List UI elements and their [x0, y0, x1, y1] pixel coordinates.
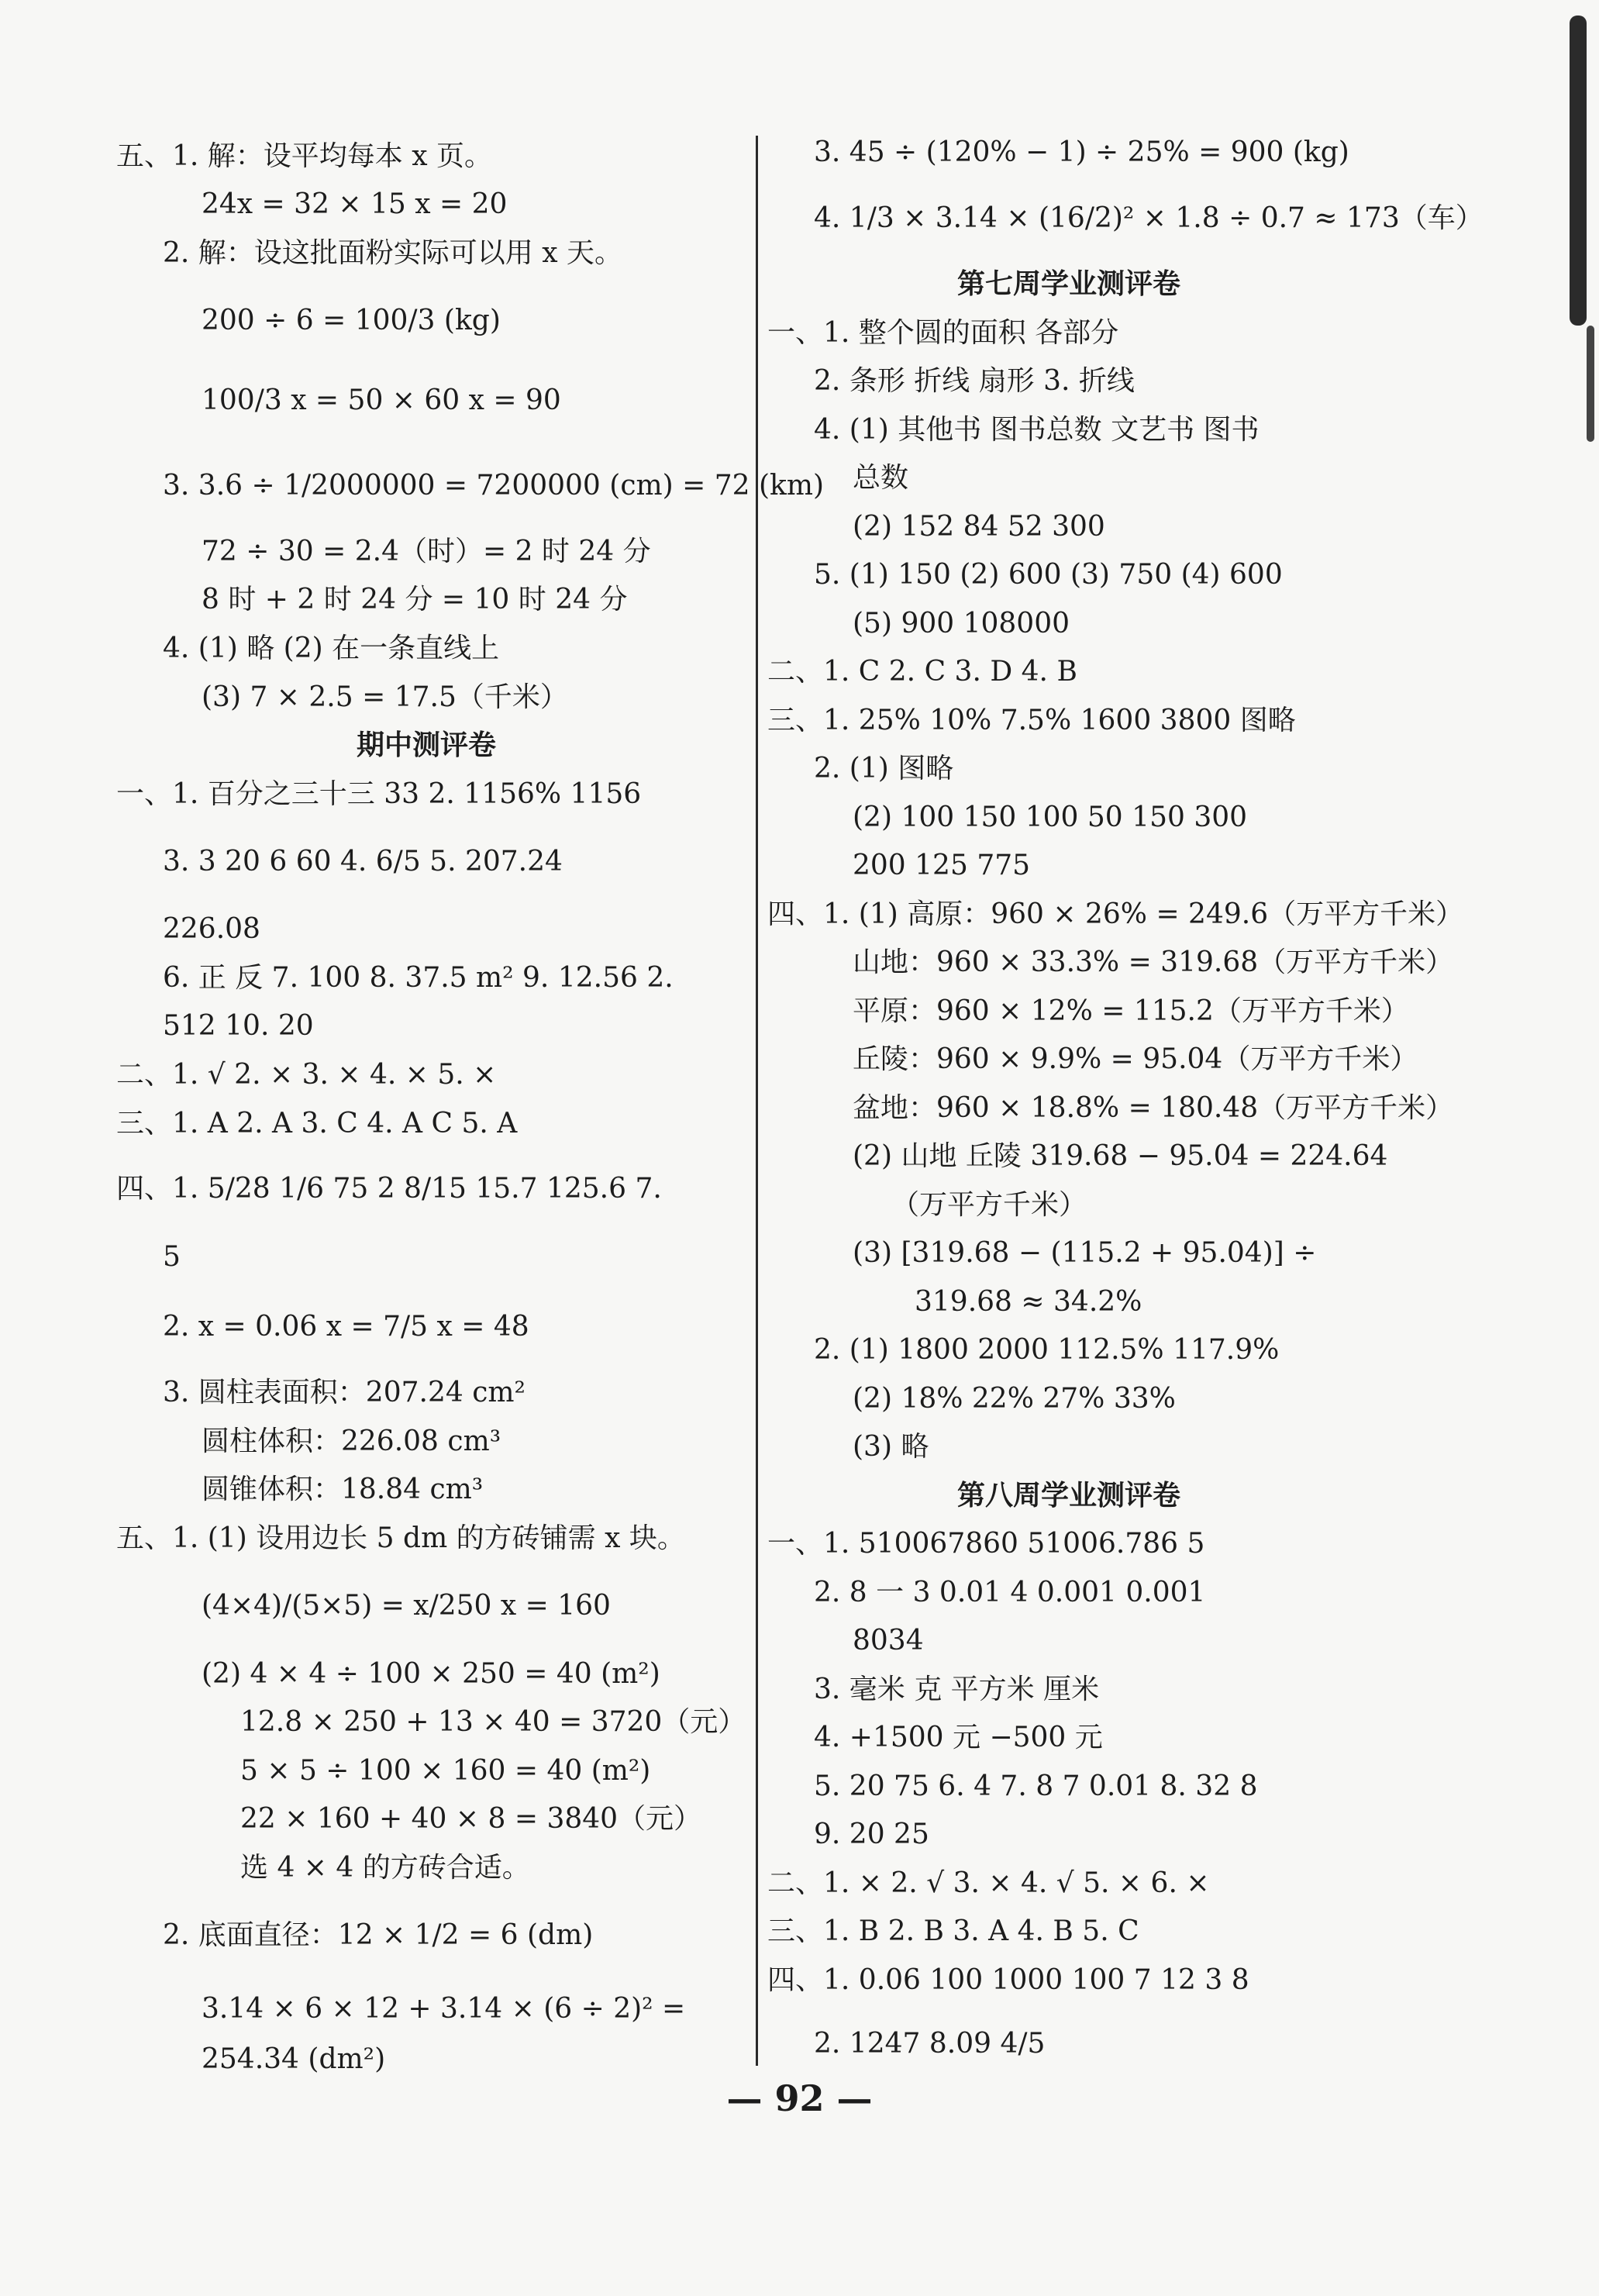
text-line: 四、1. 5/28 1/6 75 2 8/15 15.7 125.6 7. [116, 1173, 662, 1205]
text-line: 9. 20 25 [814, 1819, 929, 1850]
text-line: 4. (1) 其他书 图书总数 文艺书 图书 [814, 414, 1260, 446]
text-line: 五、1. (1) 设用边长 5 dm 的方砖铺需 x 块。 [116, 1522, 685, 1554]
text-line: 一、1. 整个圆的面积 各部分 [767, 317, 1119, 349]
text-line: 2. (1) 1800 2000 112.5% 117.9% [814, 1334, 1280, 1366]
text-line: 3. 3 20 6 60 4. 6/5 5. 207.24 [163, 846, 563, 877]
text-line: (3) 略 [853, 1431, 929, 1463]
column-divider [756, 136, 758, 2066]
text-line: 2. 解：设这批面粉实际可以用 x 天。 [163, 237, 622, 269]
text-line: 山地：960 × 33.3% = 319.68（万平方千米） [853, 946, 1454, 978]
text-line: 6. 正 反 7. 100 8. 37.5 m² 9. 12.56 2. [163, 962, 674, 994]
text-line: 4. 1/3 × 3.14 × (16/2)² × 1.8 ÷ 0.7 ≈ 173（车） [814, 202, 1484, 234]
text-line: 254.34 (dm²) [202, 2043, 386, 2075]
text-line: 4. +1500 元 −500 元 [814, 1722, 1103, 1753]
text-line: (2) 4 × 4 ÷ 100 × 250 = 40 (m²) [202, 1658, 660, 1690]
text-line: 一、1. 510067860 51006.786 5 [767, 1528, 1205, 1560]
text-line: 三、1. 25% 10% 7.5% 1600 3800 图略 [767, 705, 1296, 736]
text-line: 一、1. 百分之三十三 33 2. 1156% 1156 [116, 778, 642, 810]
text-line: 丘陵：960 × 9.9% = 95.04（万平方千米） [853, 1043, 1418, 1075]
text-line: 200 125 775 [853, 850, 1031, 881]
text-line: （万平方千米） [891, 1189, 1087, 1221]
text-line: 2. 条形 折线 扇形 3. 折线 [814, 365, 1135, 397]
text-line: 二、1. C 2. C 3. D 4. B [767, 656, 1077, 688]
text-line: 24x = 32 × 15 x = 20 [202, 188, 508, 220]
section-heading: 期中测评卷 [357, 729, 497, 761]
section-heading: 第八周学业测评卷 [957, 1480, 1181, 1512]
page-number: — 92 — [726, 2077, 873, 2119]
text-line: 二、1. √ 2. × 3. × 4. × 5. × [116, 1059, 497, 1091]
text-line: (3) 7 × 2.5 = 17.5（千米） [202, 681, 568, 713]
text-line: 3. 45 ÷ (120% − 1) ÷ 25% = 900 (kg) [814, 136, 1349, 168]
text-line: 8034 [853, 1625, 924, 1656]
text-line: 5 × 5 ÷ 100 × 160 = 40 (m²) [240, 1755, 651, 1787]
text-line: 3. 3.6 ÷ 1/2000000 = 7200000 (cm) = 72 (km) [163, 470, 825, 502]
text-line: (2) 100 150 100 50 150 300 [853, 802, 1248, 833]
text-line: 2. (1) 图略 [814, 753, 954, 784]
text-line: 圆锥体积：18.84 cm³ [202, 1474, 484, 1505]
text-line: 3. 毫米 克 平方米 厘米 [814, 1674, 1100, 1705]
text-line: 总数 [853, 462, 909, 494]
text-line: 盆地：960 × 18.8% = 180.48（万平方千米） [853, 1092, 1454, 1124]
text-line: (4×4)/(5×5) = x/250 x = 160 [202, 1590, 611, 1622]
scanned-edge-shadow [1545, 0, 1599, 2296]
text-line: 二、1. × 2. √ 3. × 4. √ 5. × 6. × [767, 1867, 1210, 1899]
text-line: 4. (1) 略 (2) 在一条直线上 [163, 633, 500, 664]
section-heading: 第七周学业测评卷 [957, 268, 1181, 300]
text-line: 选 4 × 4 的方砖合适。 [240, 1852, 530, 1884]
text-line: 2. 底面直径：12 × 1/2 = 6 (dm) [163, 1919, 594, 1951]
text-line: 2. 1247 8.09 4/5 [814, 2028, 1046, 2060]
text-line: 8 时 + 2 时 24 分 = 10 时 24 分 [202, 584, 628, 615]
text-line: 100/3 x = 50 × 60 x = 90 [202, 384, 561, 416]
text-line: (5) 900 108000 [853, 608, 1070, 640]
text-line: 圆柱体积：226.08 cm³ [202, 1426, 501, 1457]
text-line: 5 [163, 1241, 181, 1273]
text-line: (3) [319.68 − (115.2 + 95.04)] ÷ [853, 1237, 1317, 1269]
text-line: 22 × 160 + 40 × 8 = 3840（元） [240, 1803, 702, 1835]
text-line: (2) 152 84 52 300 [853, 511, 1105, 543]
text-line: 三、1. A 2. A 3. C 4. A C 5. A [116, 1108, 518, 1139]
text-line: 200 ÷ 6 = 100/3 (kg) [202, 305, 501, 336]
text-line: 五、1. 解：设平均每本 x 页。 [116, 140, 492, 172]
text-line: 三、1. B 2. B 3. A 4. B 5. C [767, 1915, 1139, 1947]
text-line: 226.08 [163, 913, 260, 945]
text-line: 5. (1) 150 (2) 600 (3) 750 (4) 600 [814, 559, 1283, 591]
text-line: 平原：960 × 12% = 115.2（万平方千米） [853, 995, 1409, 1027]
text-line: 3. 圆柱表面积：207.24 cm² [163, 1377, 526, 1408]
text-line: 512 10. 20 [163, 1010, 314, 1042]
text-line: 四、1. 0.06 100 1000 100 7 12 3 8 [767, 1964, 1249, 1996]
text-line: 四、1. (1) 高原：960 × 26% = 249.6（万平方千米） [767, 898, 1464, 930]
text-line: 2. 8 一 3 0.01 4 0.001 0.001 [814, 1577, 1206, 1608]
text-line: 12.8 × 250 + 13 × 40 = 3720（元） [240, 1706, 746, 1738]
text-line: (2) 18% 22% 27% 33% [853, 1383, 1176, 1415]
text-line: 3.14 × 6 × 12 + 3.14 × (6 ÷ 2)² = [202, 1993, 686, 2025]
text-line: 5. 20 75 6. 4 7. 8 7 0.01 8. 32 8 [814, 1770, 1258, 1802]
text-line: (2) 山地 丘陵 319.68 − 95.04 = 224.64 [853, 1140, 1388, 1172]
text-line: 2. x = 0.06 x = 7/5 x = 48 [163, 1311, 529, 1343]
text-line: 72 ÷ 30 = 2.4（时）= 2 时 24 分 [202, 536, 651, 567]
text-line: 319.68 ≈ 34.2% [915, 1286, 1142, 1318]
